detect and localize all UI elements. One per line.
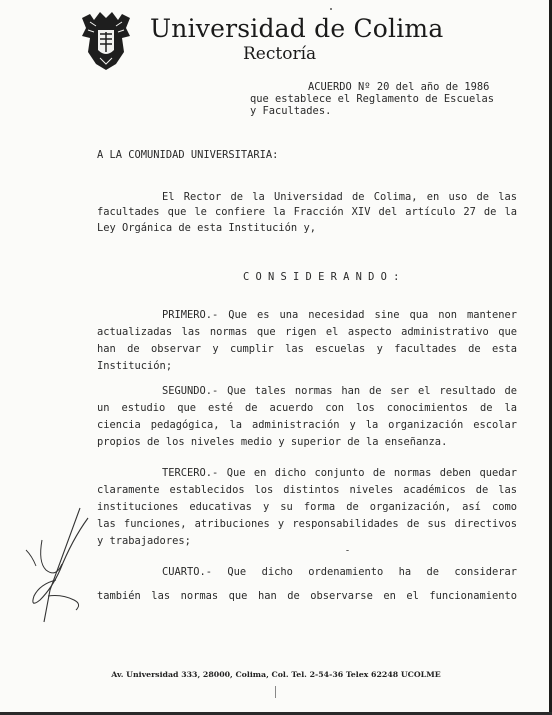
cuarto-line: también las normas que han de observarse en el funcionamiento <box>97 590 517 602</box>
university-seal-icon <box>80 8 132 72</box>
letterhead-footer: Av. Universidad 333, 28000, Colima, Col. Tel. 2-54-36 Telex 62248 UCOLME <box>111 670 441 679</box>
agreement-subtitle-line: que establece el Reglamento de Escuelas <box>250 93 494 105</box>
agreement-subtitle-line: y Facultades. <box>250 105 332 117</box>
agreement-title: ACUERDO Nº 20 del año de 1986 <box>308 81 490 93</box>
tercero-line: las funciones, atribuciones y responsabilidades de sus directivos <box>97 518 517 530</box>
tercero-line: y trabajadores; <box>97 535 191 547</box>
tercero-line: instituciones educativas y su forma de organización, así como <box>97 501 517 513</box>
segundo-line: un estudio que esté de acuerdo con los conocimientos de la <box>97 402 517 414</box>
primero-line: han de observar y cumplir las escuelas y facultades de esta <box>97 343 517 355</box>
primero-line: actualizadas las normas que rigen el aspecto administrativo que <box>97 326 517 338</box>
intro-line: facultades que le confiere la Fracción XIV del artículo 27 de la <box>97 206 517 218</box>
university-name: Universidad de Colima <box>150 14 444 43</box>
office-name: Rectoría <box>243 44 317 64</box>
handwritten-signature <box>22 500 102 630</box>
segundo-line: propios de los niveles medio y superior de la enseñanza. <box>97 436 448 448</box>
salutation: A LA COMUNIDAD UNIVERSITARIA: <box>97 149 279 161</box>
intro-line: El Rector de la Universidad de Colima, en uso de las <box>162 191 517 203</box>
tercero-line: TERCERO.- Que en dicho conjunto de normas deben quedar <box>162 467 517 479</box>
segundo-line: SEGUNDO.- Que tales normas han de ser el resultado de <box>162 385 517 397</box>
primero-line: Institución; <box>97 360 173 372</box>
considerando-heading: C O N S I D E R A N D O : <box>243 271 400 283</box>
segundo-line: ciencia pedagógica, la administración y la organización escolar <box>97 419 517 431</box>
fold-mark <box>275 686 276 698</box>
primero-line: PRIMERO.- Que es una necesidad sine qua non mantener <box>162 309 517 321</box>
intro-line: Ley Orgánica de esta Institución y, <box>97 222 316 234</box>
scan-speck <box>346 550 349 551</box>
scan-speck <box>330 8 332 10</box>
cuarto-line: CUARTO.- Que dicho ordenamiento ha de considerar <box>162 566 517 578</box>
tercero-line: claramente establecidos los distintos niveles académicos de las <box>97 484 517 496</box>
